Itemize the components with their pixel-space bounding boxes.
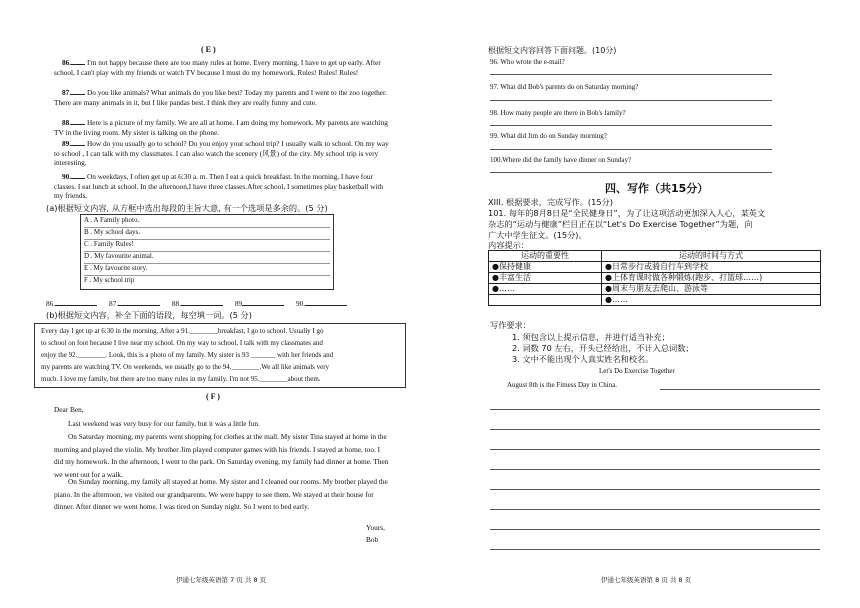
passage-89: 89. How do you usually go to school? Do you enjoy your school trip? I usually walk to school. On my way to school , I can talk with my classmates. I can also watch the scenery (风景) of the city. My school trip is very interesting. [54, 139, 389, 168]
table-cell: ●…… [489, 284, 602, 295]
answer-blank[interactable] [55, 297, 97, 306]
option-a: A . A Family photo. [84, 215, 330, 228]
letter-greeting: Dear Ben, [54, 405, 84, 414]
answer-blank[interactable] [71, 116, 85, 125]
essay-line[interactable] [490, 529, 820, 530]
passage-90: 90. On weekdays, I often get up at 6:30 a. m. Then I eat a quick breakfast. In the morning, I have four classes. I eat lunch at school. In the afternoon,I have three classes.After school, I sometimes play basketball with my friends. [54, 172, 384, 201]
part-title: 四、写作（共15分） [605, 182, 709, 195]
table-row [489, 295, 821, 306]
options-box [80, 214, 334, 290]
passage-87: 87. Do you like animals? What animals do you like best? Today my parents and I went to the zoo together. There are many animals in it, but I like pandas best. I think they are really funny and cute. [54, 88, 387, 107]
essay-line[interactable] [490, 409, 820, 410]
requirements-label: 写作要求： [490, 320, 531, 330]
table-cell [489, 295, 602, 306]
prompt-line: 广大中学生征文。(15分)。 [488, 230, 587, 240]
matching-instruction: (a)根据短文内容, 从方框中选出每段的主旨大意, 有一个选项是多余的。(5 分) [46, 203, 328, 213]
table-cell: ●周末与朋友去爬山、游泳等 [602, 284, 821, 295]
answer-blank[interactable] [71, 86, 85, 95]
essay-line[interactable] [490, 429, 820, 430]
letter-paragraph-1: Last weekend was very busy for our family, but it was a little fun. [68, 419, 260, 428]
answer-blank[interactable] [181, 297, 223, 306]
requirement-item: 1. 须包含以上提示信息，并进行适当补充； [512, 332, 670, 342]
table-cell: ●保持健康 [489, 262, 602, 273]
essay-line[interactable] [490, 489, 820, 490]
essay-line[interactable] [490, 469, 820, 470]
page-footer: 伊通七年级英语第 8 页 共 8 页 [601, 576, 692, 584]
table-row [489, 284, 821, 295]
page-footer: 伊通七年级英语第 7 页 共 8 页 [176, 576, 267, 584]
question-97: 97. What did Bob's parents do on Saturday morning? [490, 83, 639, 91]
prompt-line: 杂志的“运动与健康”栏目正在以“Let's Do Exercise Together”为题，向 [488, 219, 753, 229]
question-99: 99. What did Jim do on Sunday morning? [490, 132, 607, 140]
hint-label: 内容提示： [488, 240, 529, 250]
requirement-item: 2. 词数 70 左右，开头已经给出，不计入总词数； [512, 343, 694, 353]
essay-title: Let's Do Exercise Together [599, 367, 675, 375]
hint-table [488, 250, 821, 306]
table-header-row [489, 251, 821, 262]
essay-line[interactable] [490, 549, 820, 550]
letter-paragraph-3: On Sunday morning, my family all stayed at home. My sister and I cleaned our rooms. My brother played the piano. In the afternoon, we visited our grandparents. We were happy to see them. We stayed at their house for dinner. After dinner we went home. I was tired on Sunday night. So I went to bed early. [54, 477, 388, 512]
table-cell: ●…… [602, 295, 821, 306]
table-header: 运动的时间与方式 [602, 251, 821, 262]
answer-blank[interactable] [118, 297, 160, 306]
answer-blank[interactable] [71, 56, 85, 65]
answer-line[interactable] [490, 100, 772, 101]
table-cell: ●日常步行或骑自行车到学校 [602, 262, 821, 273]
table-row [489, 262, 821, 273]
answer-blank[interactable] [71, 137, 85, 146]
questions-intro: 根据短文内容回答下面问题。(10分) [488, 46, 617, 55]
table-cell: ●丰富生活 [489, 273, 602, 284]
table-cell: ●上体育课时做各种锻炼(跑步、打篮球……) [602, 273, 821, 284]
letter-signature: Bob [366, 535, 379, 544]
essay-opening: August 8th is the Fitness Day in China. [507, 381, 618, 389]
answer-line[interactable] [490, 74, 772, 75]
option-c: C . Family Rules! [84, 239, 330, 252]
option-e: E . My favourite story. [84, 263, 330, 276]
option-d: D . My favourite animal. [84, 251, 330, 264]
answer-line[interactable] [490, 172, 772, 173]
question-98: 98. How many people are there in Bob's family? [490, 109, 626, 117]
prompt-line: 101. 每年的8月8日是“全民健身日”，为了让这项活动更加深入人心，某英文 [488, 208, 766, 218]
section-e-heading: ( E ) [201, 45, 216, 54]
passage-88: 88. Here is a picture of my family. We are all at home. I am doing my homework. My parents are watching TV in the living room. My sister is talking on the phone. [54, 118, 388, 137]
answer-blank[interactable] [71, 170, 85, 179]
table-header: 运动的重要性 [489, 251, 602, 262]
requirement-item: 3. 文中不能出现个人真实姓名和校名。 [512, 354, 654, 364]
question-100: 100.Where did the family have dinner on Sunday? [490, 156, 632, 164]
cloze-line: enjoy the 92.________. Look, this is a photo of my family. My sister is 93 _______ with her friends and [41, 351, 334, 359]
letter-paragraph-2: On Saturday morning, my parents went shopping for clothes at the mall. My sister Tina stayed at home in the morning and played the violin. My brother Jim played computer games with his friends. I stayed at home, too. I did my homework. In the afternoon, I went to the park. On Saturday evening, my family had dinner at home. Then we went out for a walk. [54, 432, 389, 479]
essay-line[interactable] [660, 389, 820, 390]
answer-line[interactable] [490, 149, 772, 150]
passage-86: 86. I'm not happy because there are too many rules at home. Every morning, I have to get up early. After school, I can't play with my friends or watch TV because I must do my homework. Rules! Rules! Rules! [54, 58, 381, 77]
letter-closing: Yours, [366, 523, 385, 532]
answer-blank[interactable] [242, 297, 284, 306]
answer-blanks-row: 86. 87. 88. 89 90. [46, 297, 347, 308]
cloze-line: my parents are watching TV. On weekends, we usually go to the 94.________.We all like animals very [41, 363, 330, 371]
essay-line[interactable] [490, 449, 820, 450]
option-f: F . My school trip [84, 276, 135, 284]
cloze-instruction: (b)根据短文内容，补全下面的语段，每空填一词。(5 分) [46, 310, 252, 320]
section-xiii-title: XIII. 根据要求，完成写作。(15分) [488, 197, 613, 207]
cloze-box [34, 323, 406, 388]
answer-blank[interactable] [305, 297, 347, 306]
table-row [489, 273, 821, 284]
cloze-line: to school on foot because I live near my school. On my way to school, I talk with my classmates and [41, 339, 323, 347]
cloze-line: Every day I get up at 6:30 in the morning. After a 91.________breakfast, I go to school. Usually I go [41, 327, 324, 335]
section-f-heading: ( F ) [206, 392, 220, 401]
essay-line[interactable] [490, 509, 820, 510]
cloze-line: much. I love my family, but there are too many rules in my family. I'm not 95.________about them. [41, 375, 321, 383]
question-96: 96. Who wrote the e-mail? [490, 58, 565, 66]
option-b: B . My school days. [84, 227, 330, 240]
answer-line[interactable] [490, 125, 772, 126]
